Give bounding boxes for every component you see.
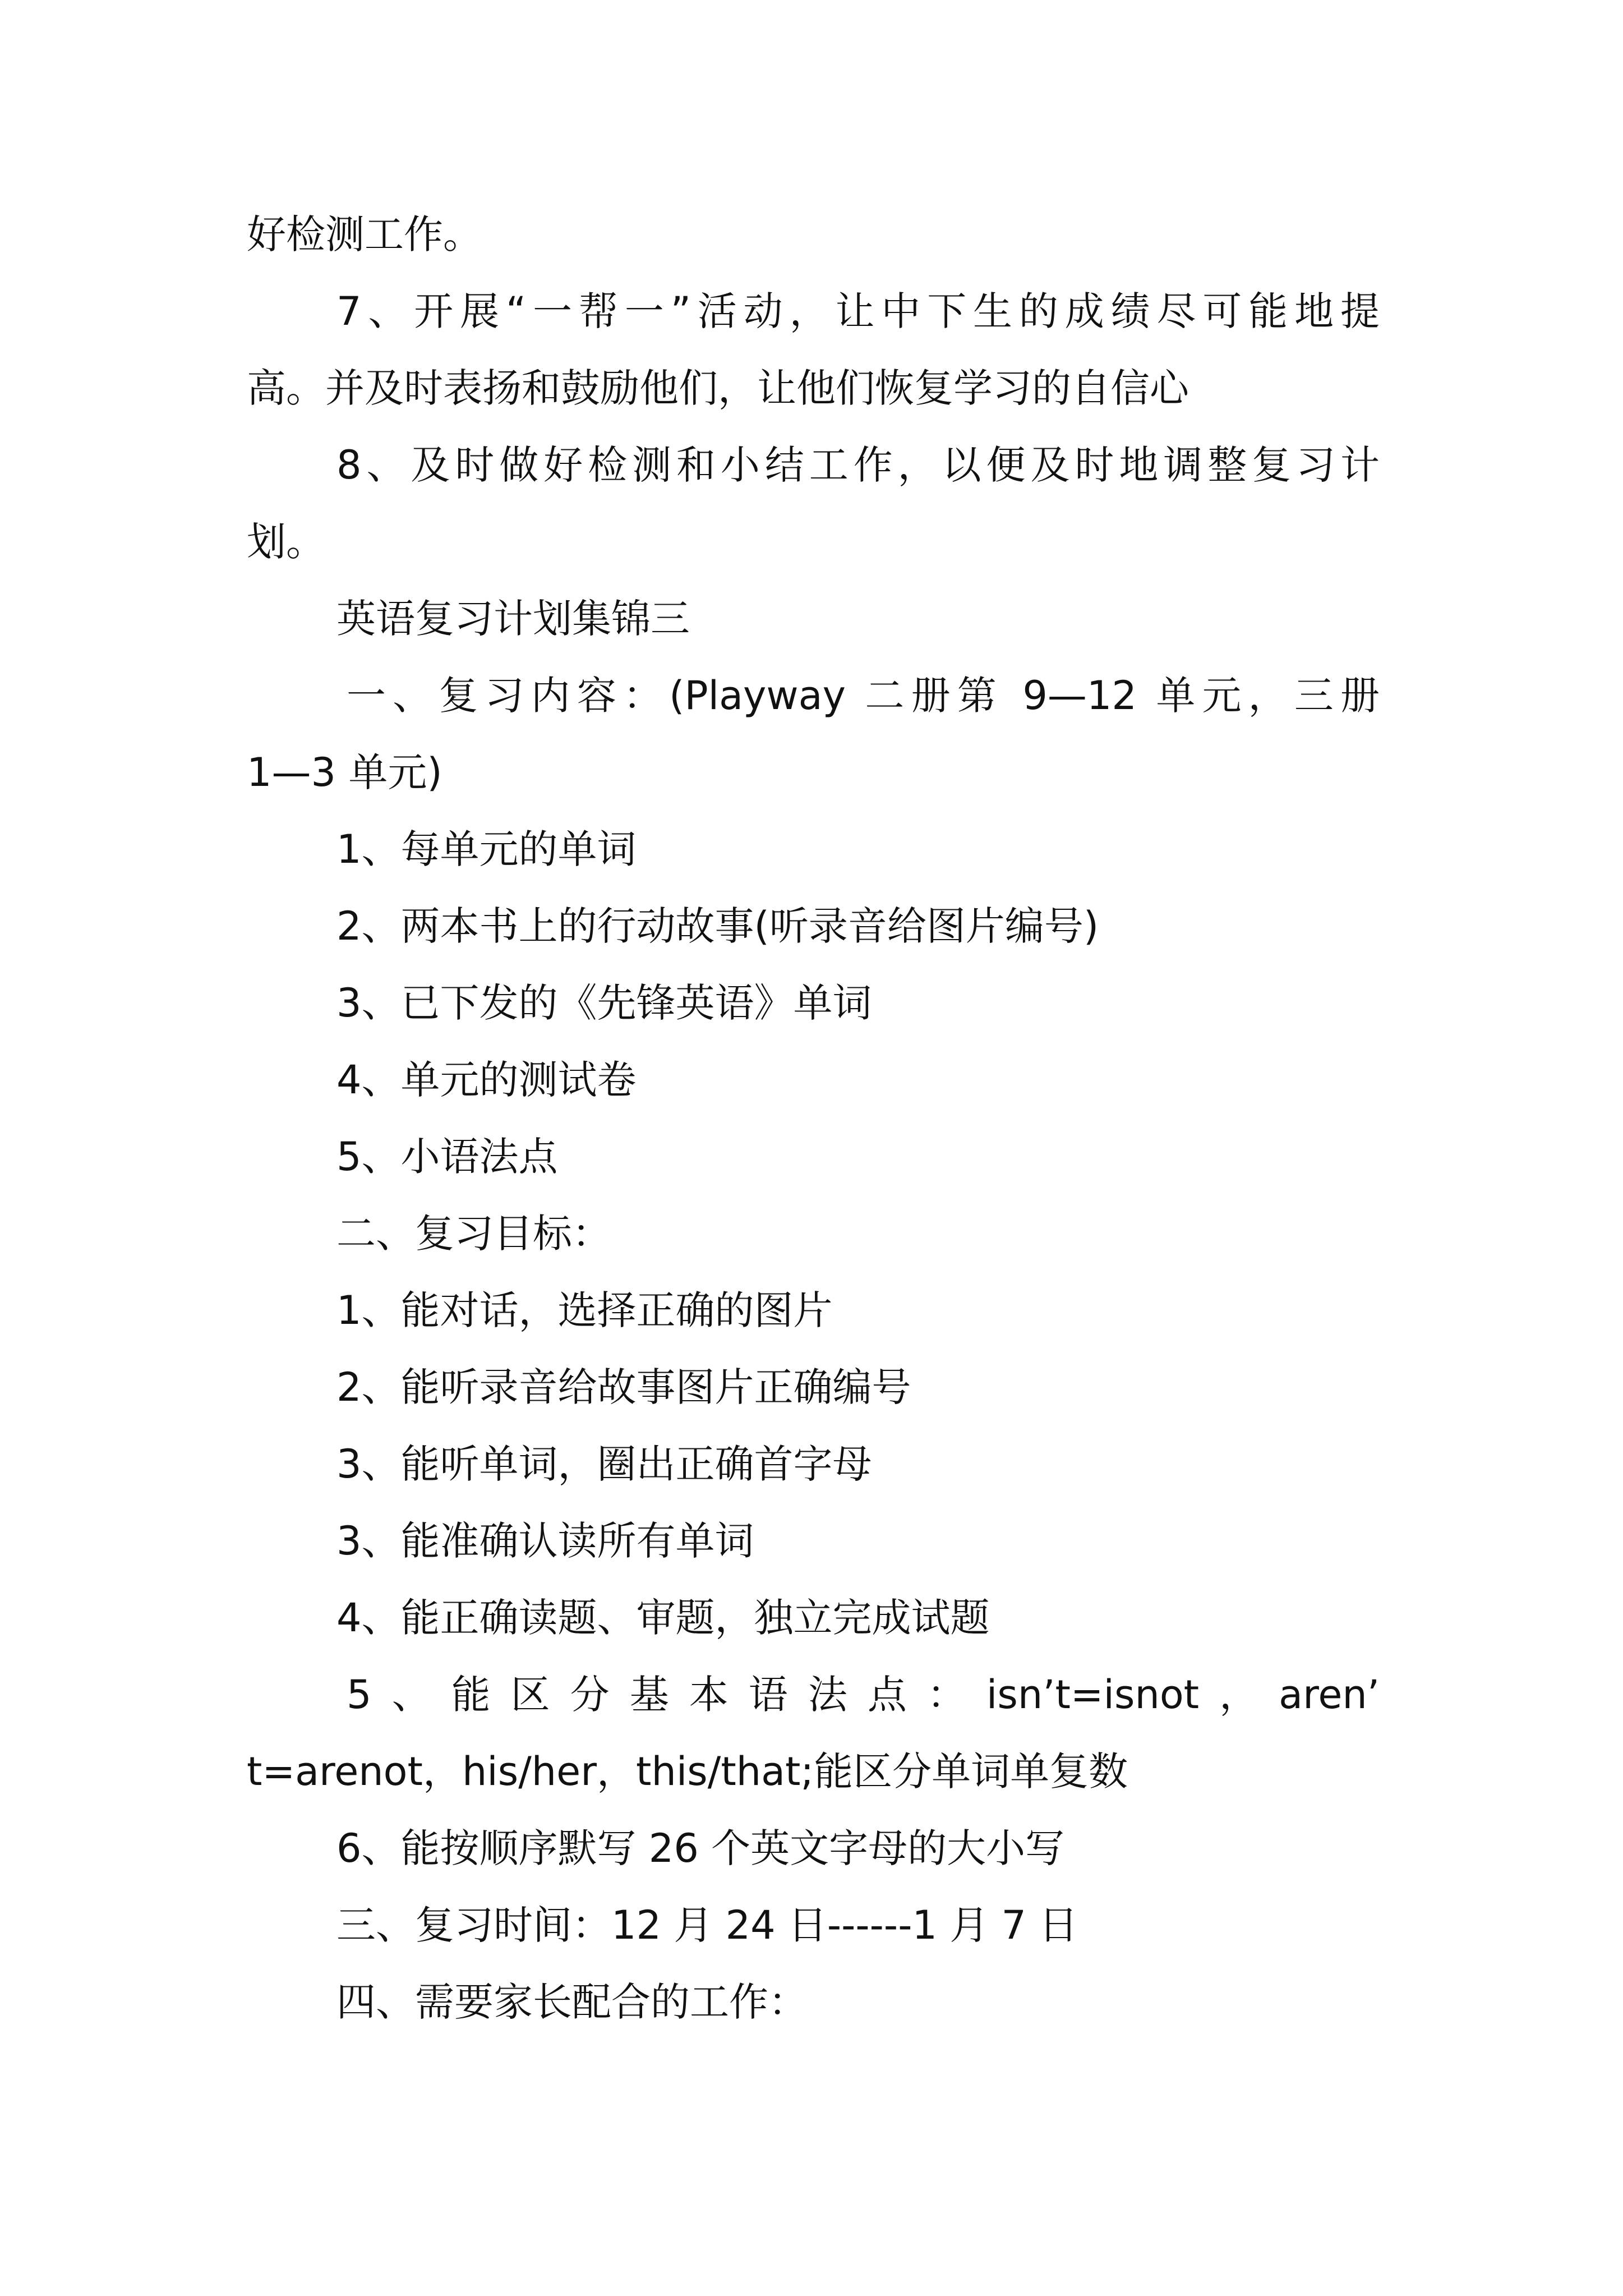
text-line: 8、及时做好检测和小结工作，以便及时地调整复习计 xyxy=(336,442,1380,488)
list-item: 1、每单元的单词 xyxy=(336,826,637,872)
list-item: 4、单元的测试卷 xyxy=(336,1057,637,1103)
text-line: 高。并及时表扬和鼓励他们，让他们恢复学习的自信心 xyxy=(247,365,1189,411)
section-heading: 三、复习时间：12 月 24 日------1 月 7 日 xyxy=(336,1902,1078,1948)
section-heading: 四、需要家长配合的工作： xyxy=(336,1979,808,2025)
list-item: 2、能听录音给故事图片正确编号 xyxy=(336,1364,911,1410)
list-item: 6、能按顺序默写 26 个英文字母的大小写 xyxy=(336,1825,1065,1871)
section-heading: 英语复习计划集锦三 xyxy=(336,596,690,642)
list-item: 3、能听单词，圈出正确首字母 xyxy=(336,1441,872,1487)
list-item: 5、小语法点 xyxy=(336,1134,558,1180)
text-line: 好检测工作。 xyxy=(247,211,482,257)
text-line: 一、复习内容：(Playway 二册第 9—12 单元，三册 xyxy=(347,673,1380,719)
list-item: 2、两本书上的行动故事(听录音给图片编号) xyxy=(336,903,1099,949)
text-line: t=arenot，his/her，this/that;能区分单词单复数 xyxy=(247,1749,1128,1795)
list-item: 5、能区分基本语法点：isn’t=isnot，aren’ xyxy=(347,1672,1380,1718)
list-item: 4、能正确读题、审题，独立完成试题 xyxy=(336,1595,990,1641)
section-heading: 二、复习目标： xyxy=(336,1211,611,1257)
text-line: 1—3 单元) xyxy=(247,749,442,795)
text-line: 7、开展“一帮一”活动，让中下生的成绩尽可能地提 xyxy=(336,288,1380,334)
list-item: 3、能准确认读所有单词 xyxy=(336,1518,754,1564)
list-item: 3、已下发的《先锋英语》单词 xyxy=(336,980,872,1026)
text-line: 划。 xyxy=(247,519,325,565)
list-item: 1、能对话，选择正确的图片 xyxy=(336,1287,833,1333)
